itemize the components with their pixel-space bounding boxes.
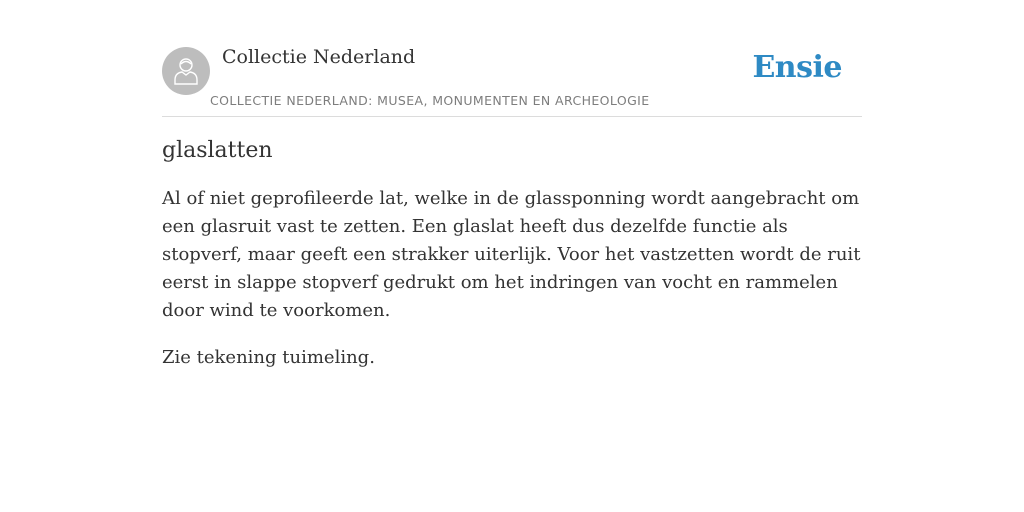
entry-term: glaslatten bbox=[162, 138, 273, 163]
entry-content bbox=[162, 138, 862, 391]
collection-name[interactable]: COLLECTIE NEDERLAND: MUSEA, MONUMENTEN EN ARCHEOLOGIE bbox=[210, 93, 650, 108]
entry-header bbox=[162, 44, 862, 117]
ensie-logo[interactable]: Ensie bbox=[752, 50, 842, 85]
author-avatar[interactable] bbox=[162, 47, 210, 95]
author-name[interactable]: Collectie Nederland bbox=[222, 46, 416, 68]
definition-paragraph: Al of niet geprofileerde lat, welke in de glassponning wordt aangebracht om een glasruit vast te zetten. Een glaslat heeft dus dezelfde functie als stopverf, maar geeft een strakker uiterlijk. Voor het vastzetten wordt de ruit eerst in slappe stopverf gedrukt om het indringen van vocht en rammelen door wind te voorkomen. bbox=[162, 188, 861, 321]
user-icon bbox=[172, 56, 200, 86]
definition-paragraph: Zie tekening tuimeling. bbox=[162, 347, 375, 368]
